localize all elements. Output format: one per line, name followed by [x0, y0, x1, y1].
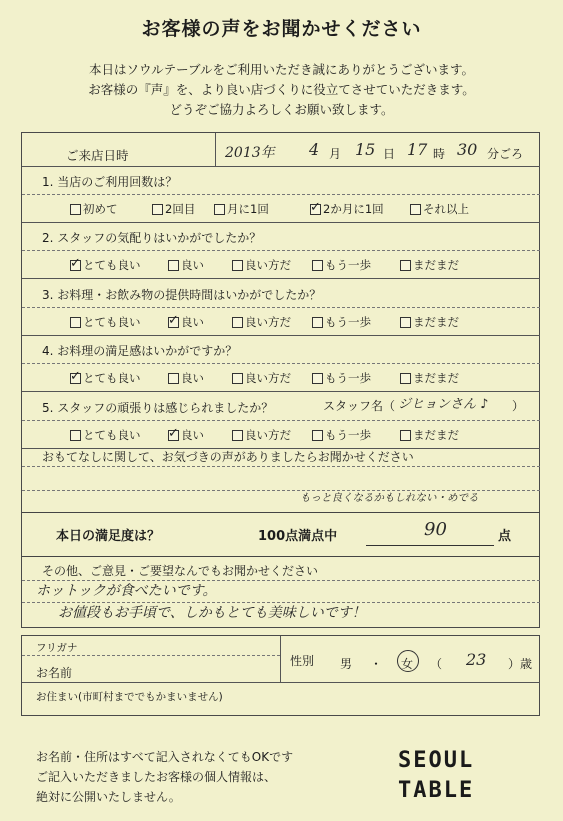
intro-line: どうぞご協力よろしくお願い致します。	[169, 102, 394, 117]
option-label: 良い	[181, 315, 204, 329]
visit-label: ご来店日時	[66, 148, 129, 163]
footer-note: お名前・住所はすべて記入されなくてもOKです	[36, 750, 294, 764]
option-4-4[interactable]	[312, 370, 371, 386]
checkbox[interactable]	[232, 317, 243, 328]
divider	[280, 636, 281, 682]
option-label: 月に1回	[227, 202, 269, 216]
option-label: 良い方だ	[245, 315, 291, 329]
checkbox[interactable]	[168, 373, 179, 384]
option-label: もう一歩	[325, 315, 371, 329]
option-label: とても良い	[83, 428, 141, 442]
option-2-1[interactable]	[70, 257, 141, 273]
option-label: まだまだ	[413, 315, 459, 329]
checkbox[interactable]	[168, 260, 179, 271]
furigana-label: フリガナ	[36, 642, 78, 654]
visit-month: 4	[309, 140, 320, 159]
age-open: （	[430, 657, 443, 671]
score-underline	[366, 545, 494, 546]
option-1-5[interactable]	[410, 201, 469, 217]
option-1-2[interactable]	[152, 201, 195, 217]
checkbox[interactable]	[214, 204, 225, 215]
checkbox-checked[interactable]	[168, 430, 179, 441]
checkbox[interactable]	[410, 204, 421, 215]
divider	[22, 307, 540, 308]
option-2-5[interactable]	[400, 257, 459, 273]
option-label: もう一歩	[325, 371, 371, 385]
footer-note: ご記入いただきましたお客様の個人情報は、	[36, 770, 277, 784]
checkbox[interactable]	[400, 430, 411, 441]
option-label: 良い方だ	[245, 371, 291, 385]
gender-male: 男	[340, 657, 353, 671]
age-close: ）歳	[508, 657, 533, 671]
option-label: とても良い	[83, 371, 141, 385]
month-unit: 月	[329, 147, 342, 161]
option-label: もう一歩	[325, 428, 371, 442]
divider	[22, 420, 540, 421]
gender-dot: ・	[370, 657, 383, 671]
hospitality-answer: もっと良くなるかもしれない・めでる	[300, 492, 479, 504]
option-label: 良い	[181, 428, 204, 442]
address-label: お住まい(市町村まででもかまいません)	[36, 691, 223, 703]
intro-line: お客様の『声』を、より良い店づくりに役立てさせていただきます。	[88, 82, 475, 97]
question-text: 1. 当店のご利用回数は？	[42, 175, 178, 189]
visit-datetime	[225, 140, 543, 164]
checkbox[interactable]	[70, 317, 81, 328]
option-3-4[interactable]	[312, 314, 371, 330]
minute-unit: 分ごろ	[487, 147, 524, 161]
option-4-1[interactable]	[70, 370, 141, 386]
option-5-3[interactable]	[232, 427, 291, 443]
option-2-3[interactable]	[232, 257, 291, 273]
day-unit: 日	[383, 147, 396, 161]
option-3-2[interactable]	[168, 314, 204, 330]
divider	[22, 512, 540, 513]
logo-seoul: SEOUL	[398, 748, 475, 773]
option-label: 良い	[181, 258, 204, 272]
satisfaction-scale: 100点満点中	[258, 529, 338, 544]
option-2-4[interactable]	[312, 257, 371, 273]
option-3-3[interactable]	[232, 314, 291, 330]
option-5-5[interactable]	[400, 427, 459, 443]
divider	[22, 391, 540, 392]
other-comment-1: ホットックが食べたいです。	[36, 583, 217, 599]
satisfaction-score: 90	[424, 519, 447, 540]
option-label: 2回目	[165, 202, 196, 216]
option-1-4[interactable]	[310, 201, 384, 217]
intro-line: 本日はソウルテーブルをご利用いただき誠にありがとうございます。	[88, 62, 474, 77]
option-label: 良い	[181, 371, 204, 385]
satisfaction-unit: 点	[498, 529, 512, 544]
checkbox-checked[interactable]	[168, 317, 179, 328]
option-3-5[interactable]	[400, 314, 459, 330]
option-2-2[interactable]	[168, 257, 204, 273]
option-3-1[interactable]	[70, 314, 141, 330]
staff-name-label: スタッフ名（	[323, 399, 396, 413]
option-4-3[interactable]	[232, 370, 291, 386]
other-label: その他、ご意見・ご要望なんでもお聞かせください	[42, 564, 319, 578]
visit-year: 2013年	[225, 145, 275, 161]
option-1-3[interactable]	[214, 201, 269, 217]
option-label: もう一歩	[325, 258, 371, 272]
checkbox[interactable]	[400, 373, 411, 384]
checkbox[interactable]	[70, 204, 81, 215]
checkbox-checked[interactable]	[310, 204, 321, 215]
divider	[22, 194, 540, 195]
gender-female: 女	[401, 657, 414, 671]
divider	[22, 466, 540, 467]
checkbox[interactable]	[400, 260, 411, 271]
name-label: お名前	[36, 666, 73, 680]
divider	[22, 335, 540, 336]
divider	[22, 655, 280, 656]
option-4-2[interactable]	[168, 370, 204, 386]
visit-day: 15	[355, 140, 376, 159]
option-5-4[interactable]	[312, 427, 371, 443]
visit-hour: 17	[407, 140, 428, 159]
checkbox[interactable]	[232, 430, 243, 441]
logo-table: TABLE	[398, 778, 475, 803]
checkbox[interactable]	[312, 430, 323, 441]
checkbox[interactable]	[312, 260, 323, 271]
divider	[22, 166, 540, 167]
divider	[22, 556, 540, 557]
option-label: それ以上	[423, 202, 469, 216]
divider	[22, 222, 540, 223]
divider	[22, 278, 540, 279]
footer-note: 絶対に公開いたしません。	[36, 790, 181, 804]
divider	[22, 682, 540, 683]
divider	[22, 363, 540, 364]
checkbox-checked[interactable]	[70, 373, 81, 384]
option-label: 初めて	[83, 202, 118, 216]
age-value: 23	[466, 650, 487, 669]
checkbox[interactable]	[312, 317, 323, 328]
option-label: まだまだ	[413, 428, 459, 442]
option-label: とても良い	[83, 258, 141, 272]
option-4-5[interactable]	[400, 370, 459, 386]
checkbox[interactable]	[70, 430, 81, 441]
question-text: 5. スタッフの頑張りは感じられましたか？	[42, 401, 274, 415]
question-text: 3. お料理・お飲み物の提供時間はいかがでしたか？	[42, 288, 322, 302]
divider	[215, 133, 216, 166]
checkbox[interactable]	[232, 260, 243, 271]
hour-unit: 時	[433, 147, 446, 161]
page-title: お客様の声をお聞かせください	[141, 18, 422, 40]
gender-label: 性別	[290, 654, 315, 668]
staff-name-value: ジヒョンさん ♪	[398, 397, 489, 412]
option-label: 2か月に1回	[323, 202, 384, 216]
checkbox[interactable]	[400, 317, 411, 328]
checkbox[interactable]	[312, 373, 323, 384]
satisfaction-label: 本日の満足度は？	[56, 529, 161, 544]
option-1-1[interactable]	[70, 201, 118, 217]
divider	[22, 250, 540, 251]
other-comment-2: お値段もお手頃で、しかもとても美味しいです！	[58, 605, 366, 621]
visit-minute: 30	[457, 140, 478, 159]
option-label: 良い方だ	[245, 428, 291, 442]
question-text: 4. お料理の満足感はいかがですか？	[42, 344, 238, 358]
option-label: 良い方だ	[245, 258, 291, 272]
staff-name-close: ）	[512, 399, 525, 413]
checkbox[interactable]	[152, 204, 163, 215]
option-5-2[interactable]	[168, 427, 204, 443]
option-label: とても良い	[83, 315, 141, 329]
checkbox-checked[interactable]	[70, 260, 81, 271]
option-label: まだまだ	[413, 258, 459, 272]
question-text: 2. スタッフの気配りはいかがでしたか？	[42, 231, 262, 245]
option-5-1[interactable]	[70, 427, 141, 443]
checkbox[interactable]	[232, 373, 243, 384]
hospitality-label: おもてなしに関して、お気づきの声がありましたらお聞かせください	[42, 450, 414, 464]
option-label: まだまだ	[413, 371, 459, 385]
